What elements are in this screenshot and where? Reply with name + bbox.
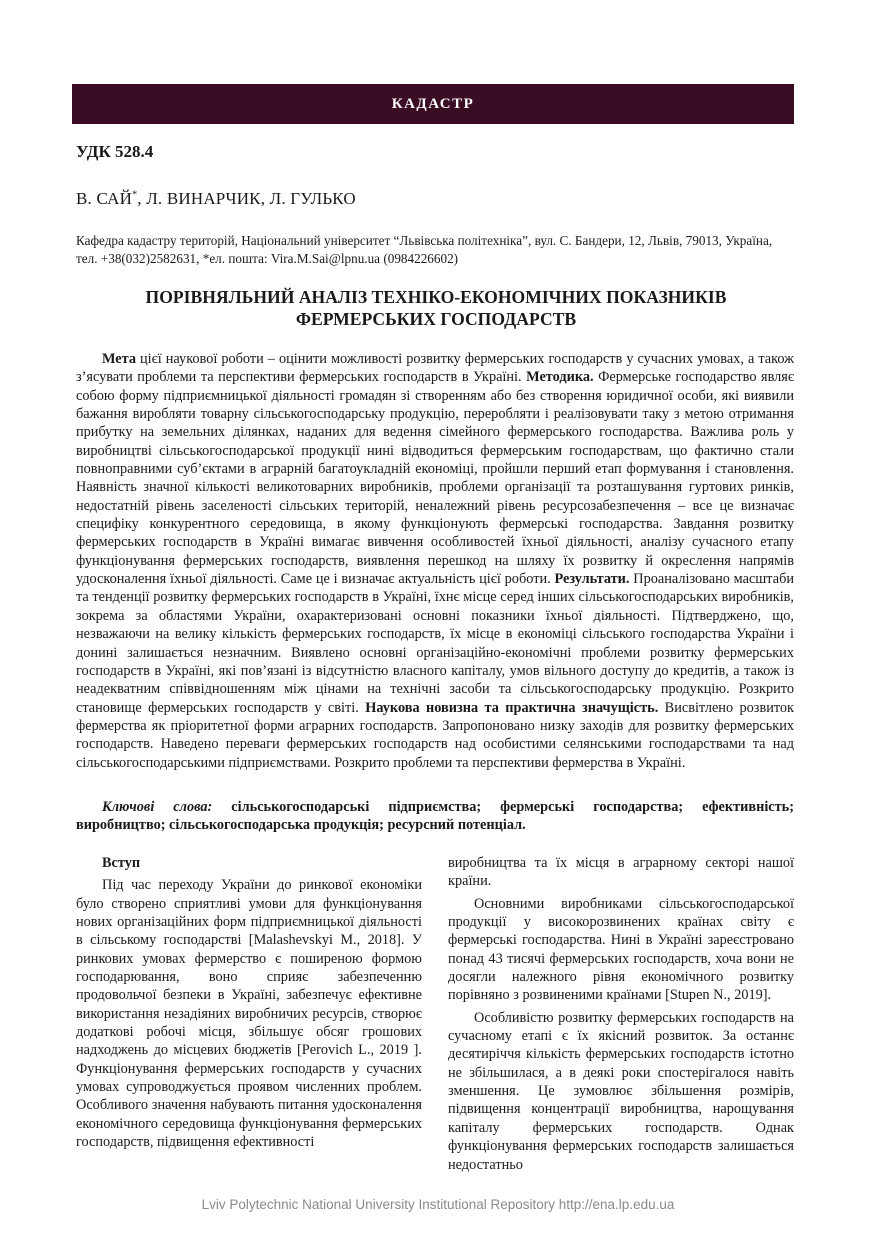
body-paragraph: виробництва та їх місця в аграрному секторі нашої країни.: [448, 855, 794, 890]
abstract-label-method: Методика.: [526, 369, 594, 386]
left-column: [76, 854, 422, 1152]
contact-line: тел. +38(032)2582631, *ел. пошта: Vira.M.Sai@lpnu.ua (0984226602): [76, 251, 459, 266]
section-title: КАДАСТР: [391, 95, 475, 112]
author-rest: , Л. ВИНАРЧИК, Л. ГУЛЬКО: [137, 189, 356, 208]
abstract-label-results: Результати.: [554, 571, 630, 588]
affiliation: [76, 232, 796, 268]
abstract-paragraph: [76, 350, 794, 772]
author-first: В. САЙ: [76, 189, 133, 208]
corresponding-mark: *: [132, 189, 138, 201]
abstract-text-goal: цієї наукової роботи – оцінити можливості розвитку фермерських господарств у сучасних умовах, а також з’ясувати проблеми та перспективи фермерських господарств в Україні.: [76, 351, 794, 386]
abstract-label-goal: Мета: [102, 351, 136, 367]
keywords: [76, 798, 794, 835]
body-paragraph: Особливістю розвитку фермерських господарств на сучасному етапі є їх якісний розвиток. За останнє десятиріччя кількість фермерських господарств істотно не збільшилася, а в деякі роки спостерігалося навіть зменшення. Це зумовлює збільшення розмірів, підвищення концентрації виробництва, нарощування капіталу фермерських господарств. Однак функціонування фермерських господарств залишається недостатньо: [448, 1009, 794, 1173]
abstract-text-method: Фермерське господарство являє собою форму підприємницької діяльності громадян зі створенням або без створення юридичної особи, які виявили бажання виробляти товарну сільськогосподарську продукцію, переробляти і реалізовувати таку з метою отримання прибутку на земельних ділянках, наданих для ведення сімейного фермерського господарства. Важлива роль у виробництві сільськогосподарської продукції нині відводиться фермерським господарствам, що фактично стали повноправними суб’єктами в аграрній багатоукладній економіці, пройшли перший етап формування і становлення. Наявність значної кількості великотоварних виробників, проблеми організації та розташування гуртових ринків, недостатній рівень заселеності сільських територій, неналежний рівень ресурсозабезпечення – все це визначає специфіку конкурентного середовища, в якому функціонують фермерські господарства. Завдання розвитку фермерських господарств в Україні вимагає вивчення особливостей їхньої діяльності, аналізу сучасного етапу функціонування фермерських господарств, виявлення перешкод на шляху їх розвитку й окреслення напрямів удосконалення їхньої діяльності. Саме це і визначає актуальність цієї роботи.: [76, 369, 794, 588]
body-paragraph: Під час переходу України до ринкової економіки було створено сприятливі умови для функціонування нових організаційних форм підприємницької діяльності в сільському господарстві [Malashevskyi M., 2018]. У ринкових умовах фермерство є поширеною формою господарювання, воно сприяє забезпеченню продовольчої безпеки в Україні, забезпечує ефективне використання незадіяних виробничих ресурсів, створює додаткові робочі місця, збільшує обсяг грошових надходжень до місцевих бюджетів [Perovich L., 2019 ]. Функціонування фермерських господарств у сучасних умовах супроводжується проявом численних проблем. Особливого значення набувають питання удосконалення економічного середовища функціонування фермерських господарств, підвищення ефективності: [76, 877, 422, 1151]
abstract-text-results: Проаналізовано масштаби та тенденції розвитку фермерських господарств в Україні, їхнє місце серед інших сільськогосподарських виробників, зокрема за областями України, охарактеризовані основні показники їхньої діяльності. Підтверджено, що, незважаючи на велику кількість фермерських господарств, їх місце в економіці сільського господарства України і донині залишається незначним. Виявлено основні організаційно-економічні проблеми розвитку фермерських господарств в Україні, які пов’язані із відсутністю власного капіталу, умов вільного доступу до кредитів, а також із неадекватним співвідношенням між цінами на технічні засоби та сільськогосподарську продукцію. Розкрито становище фермерських господарств у світі.: [76, 571, 795, 716]
affiliation-line: Кафедра кадастру територій, Національний університет “Львівська політехніка”, вул. С. Бандери, 12, Львів, 79013, Україна,: [76, 233, 773, 248]
udk-code: УДК 528.4: [76, 142, 154, 161]
keywords-text: сільськогосподарські підприємства; фермерські господарства; ефективність; виробництво; сільськогосподарська продукція; ресурсний потенціал.: [76, 799, 794, 834]
keywords-label: Ключові слова:: [102, 799, 213, 815]
abstract: [76, 350, 794, 772]
abstract-text-novelty: Висвітлено розвиток фермерства як пріоритетної форми аграрних господарств. Запропоновано низку заходів для розвитку фермерських господарств. Наведено переваги фермерських господарств над особистими селянськими господарствами та над сільськогосподарськими підприємствами. Розкрито проблеми та перспективи фермерства в Україні.: [76, 699, 795, 771]
section-heading: Вступ: [102, 855, 141, 871]
title-line: ФЕРМЕРСЬКИХ ГОСПОДАРСТВ: [295, 309, 577, 329]
abstract-label-novelty: Наукова новизна та практична значущість.: [365, 699, 659, 716]
title-line: ПОРІВНЯЛЬНИЙ АНАЛІЗ ТЕХНІКО-ЕКОНОМІЧНИХ ПОКАЗНИКІВ: [145, 287, 727, 307]
body-paragraph: Основними виробниками сільськогосподарської продукції у високорозвинених країнах світу є фермерські господарства. Нині в Україні зареєстровано понад 43 тисячі фермерських господарств, хоча вони не досягли належного рівня економічного розвитку порівняно з розвиненими країнами [Stupen N., 2019].: [448, 895, 794, 1004]
repository-footer: Lviv Polytechnic National University Institutional Repository http://ena.lp.edu.ua: [201, 1197, 675, 1212]
keywords-paragraph: [76, 798, 794, 835]
right-column: [448, 854, 794, 1174]
paper-title: [76, 286, 796, 330]
author-list: [76, 189, 356, 209]
section-banner: [72, 84, 794, 124]
